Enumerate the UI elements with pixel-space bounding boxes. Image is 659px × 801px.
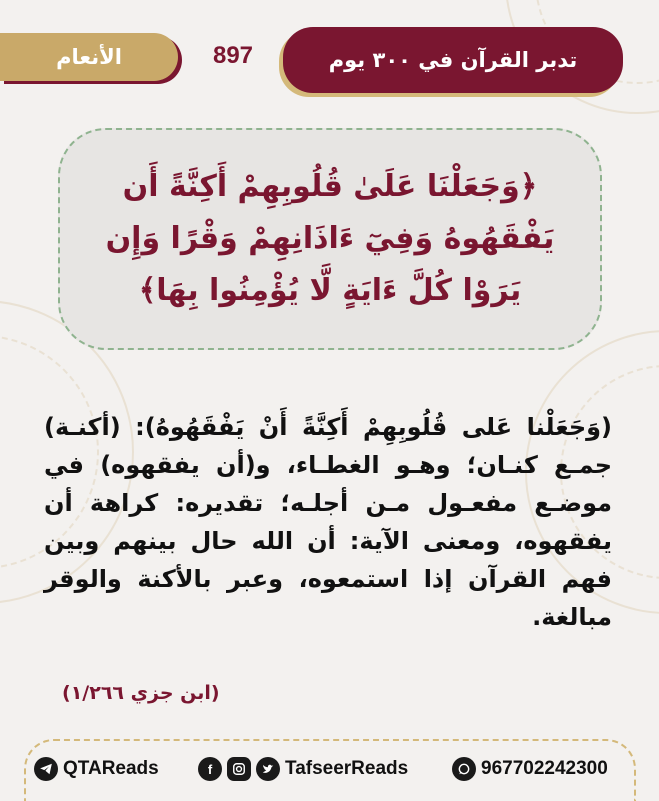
facebook-icon[interactable]: f	[198, 757, 222, 781]
whatsapp-link[interactable]	[452, 752, 608, 786]
surah-name-banner	[0, 33, 178, 81]
series-title: تدبر القرآن في ٣٠٠ يوم	[328, 48, 578, 72]
instagram-icon[interactable]	[227, 757, 251, 781]
series-title-banner	[283, 27, 623, 93]
twitter-icon[interactable]	[256, 757, 280, 781]
page-number: 897	[212, 42, 254, 69]
telegram-icon	[34, 757, 58, 781]
tafseer-source: (ابن جزي ١/٢٦٦)	[62, 682, 220, 704]
social-links[interactable]	[198, 752, 408, 786]
verse-text: ﴿وَجَعَلْنَا عَلَىٰ قُلُوبِهِمْ أَكِنَّةً أَن يَفْقَهُوهُ وَفِيٓ ءَاذَانِهِمْ وَقْرًا وَإِن يَرَوْا كُلَّ ءَايَةٍ لَّا يُؤْمِنُوا بِهَا﴾	[105, 169, 555, 308]
social-handle: TafseerReads	[285, 758, 409, 779]
surah-name: الأنعام	[56, 45, 122, 69]
verse-card	[58, 128, 602, 350]
telegram-handle: QTAReads	[63, 758, 159, 779]
whatsapp-number: 967702242300	[481, 758, 608, 779]
whatsapp-icon	[452, 757, 476, 781]
tafseer-text: (وَجَعَلْنا عَلى قُلُوبِهِمْ أَكِنَّةً أَنْ يَفْقَهُوهُ): (أكنـة) جمـع كنـان؛ وهـو الغطـاء، و(أن يفقهوه) في موضـع مفعـول مـن أجلـه؛ تقديره: كراهة أن يفقهوه، ومعنى الآية: أن الله حال بينهم وبين فهم القرآن إذا استمعوه، وعبر بالأكنة والوقر مبالغة.	[44, 413, 612, 631]
telegram-link[interactable]	[34, 752, 159, 786]
